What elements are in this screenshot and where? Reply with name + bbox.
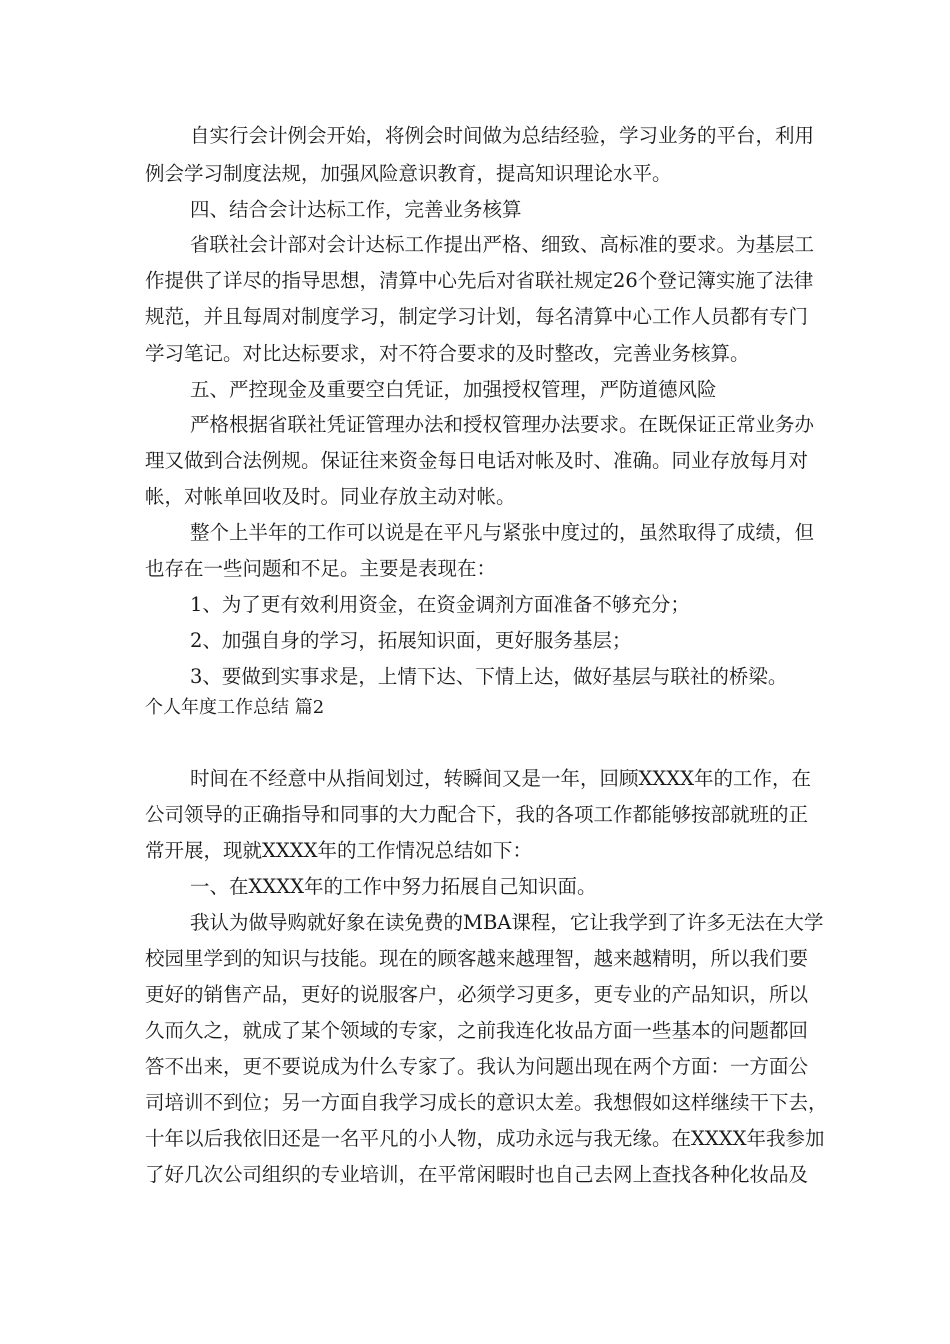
paragraph-line: 时间在不经意中从指间划过，转瞬间又是一年，回顾XXXX年的工作，在 <box>190 767 812 790</box>
paragraph-line: 例会学习制度法规，加强风险意识教育，提高知识理论水平。 <box>145 162 672 185</box>
paragraph-line: 也存在一些问题和不足。主要是表现在： <box>145 557 497 580</box>
paragraph-line: 校园里学到的知识与技能。现在的顾客越来越理智，越来越精明，所以我们要 <box>145 947 809 970</box>
paragraph-line: 自实行会计例会开始，将例会时间做为总结经验，学习业务的平台，利用 <box>190 124 815 147</box>
paragraph-line: 司培训不到位；另一方面自我学习成长的意识太差。我想假如这样继续干下去， <box>145 1091 828 1114</box>
section-heading: 一、在XXXX年的工作中努力拓展自己知识面。 <box>190 875 597 898</box>
paragraph-line: 常开展，现就XXXX年的工作情况总结如下： <box>145 839 533 862</box>
paragraph-line: 十年以后我依旧还是一名平凡的小人物，成功永远与我无缘。在XXXX年我参加 <box>145 1127 825 1150</box>
section-heading: 五、严控现金及重要空白凭证，加强授权管理，严防道德风险 <box>190 378 717 401</box>
list-item: 3、要做到实事求是，上情下达、下情上达，做好基层与联社的桥梁。 <box>190 665 788 688</box>
list-item: 2、加强自身的学习，拓展知识面，更好服务基层； <box>190 629 632 652</box>
paragraph-line: 严格根据省联社凭证管理办法和授权管理办法要求。在既保证正常业务办 <box>190 413 815 436</box>
section-heading: 四、结合会计达标工作，完善业务核算 <box>190 198 522 221</box>
paragraph-line: 公司领导的正确指导和同事的大力配合下，我的各项工作都能够按部就班的正 <box>145 803 809 826</box>
paragraph-line: 作提供了详尽的指导思想，清算中心先后对省联社规定26个登记簿实施了法律 <box>145 269 814 292</box>
paragraph-line: 学习笔记。对比达标要求，对不符合要求的及时整改，完善业务核算。 <box>145 342 750 365</box>
paragraph-line: 规范，并且每周对制度学习，制定学习计划，每名清算中心工作人员都有专门 <box>145 305 809 328</box>
paragraph-line: 更好的销售产品，更好的说服客户，必须学习更多，更专业的产品知识，所以 <box>145 983 809 1006</box>
paragraph-line: 答不出来，更不要说成为什么专家了。我认为问题出现在两个方面：一方面公 <box>145 1055 809 1078</box>
paragraph-line: 帐，对帐单回收及时。同业存放主动对帐。 <box>145 485 516 508</box>
paragraph-line: 我认为做导购就好象在读免费的MBA课程，它让我学到了许多无法在大学 <box>190 911 824 934</box>
paragraph-line: 整个上半年的工作可以说是在平凡与紧张中度过的，虽然取得了成绩，但 <box>190 521 815 544</box>
list-item: 1、为了更有效利用资金，在资金调剂方面准备不够充分； <box>190 593 690 616</box>
paragraph-line: 了好几次公司组织的专业培训，在平常闲暇时也自己去网上查找各种化妆品及 <box>145 1163 809 1186</box>
article-title: 个人年度工作总结 篇2 <box>145 697 325 718</box>
paragraph-line: 久而久之，就成了某个领域的专家，之前我连化妆品方面一些基本的问题都回 <box>145 1019 809 1042</box>
paragraph-line: 理又做到合法例规。保证往来资金每日电话对帐及时、准确。同业存放每月对 <box>145 449 809 472</box>
paragraph-line: 省联社会计部对会计达标工作提出严格、细致、高标准的要求。为基层工 <box>190 233 815 256</box>
